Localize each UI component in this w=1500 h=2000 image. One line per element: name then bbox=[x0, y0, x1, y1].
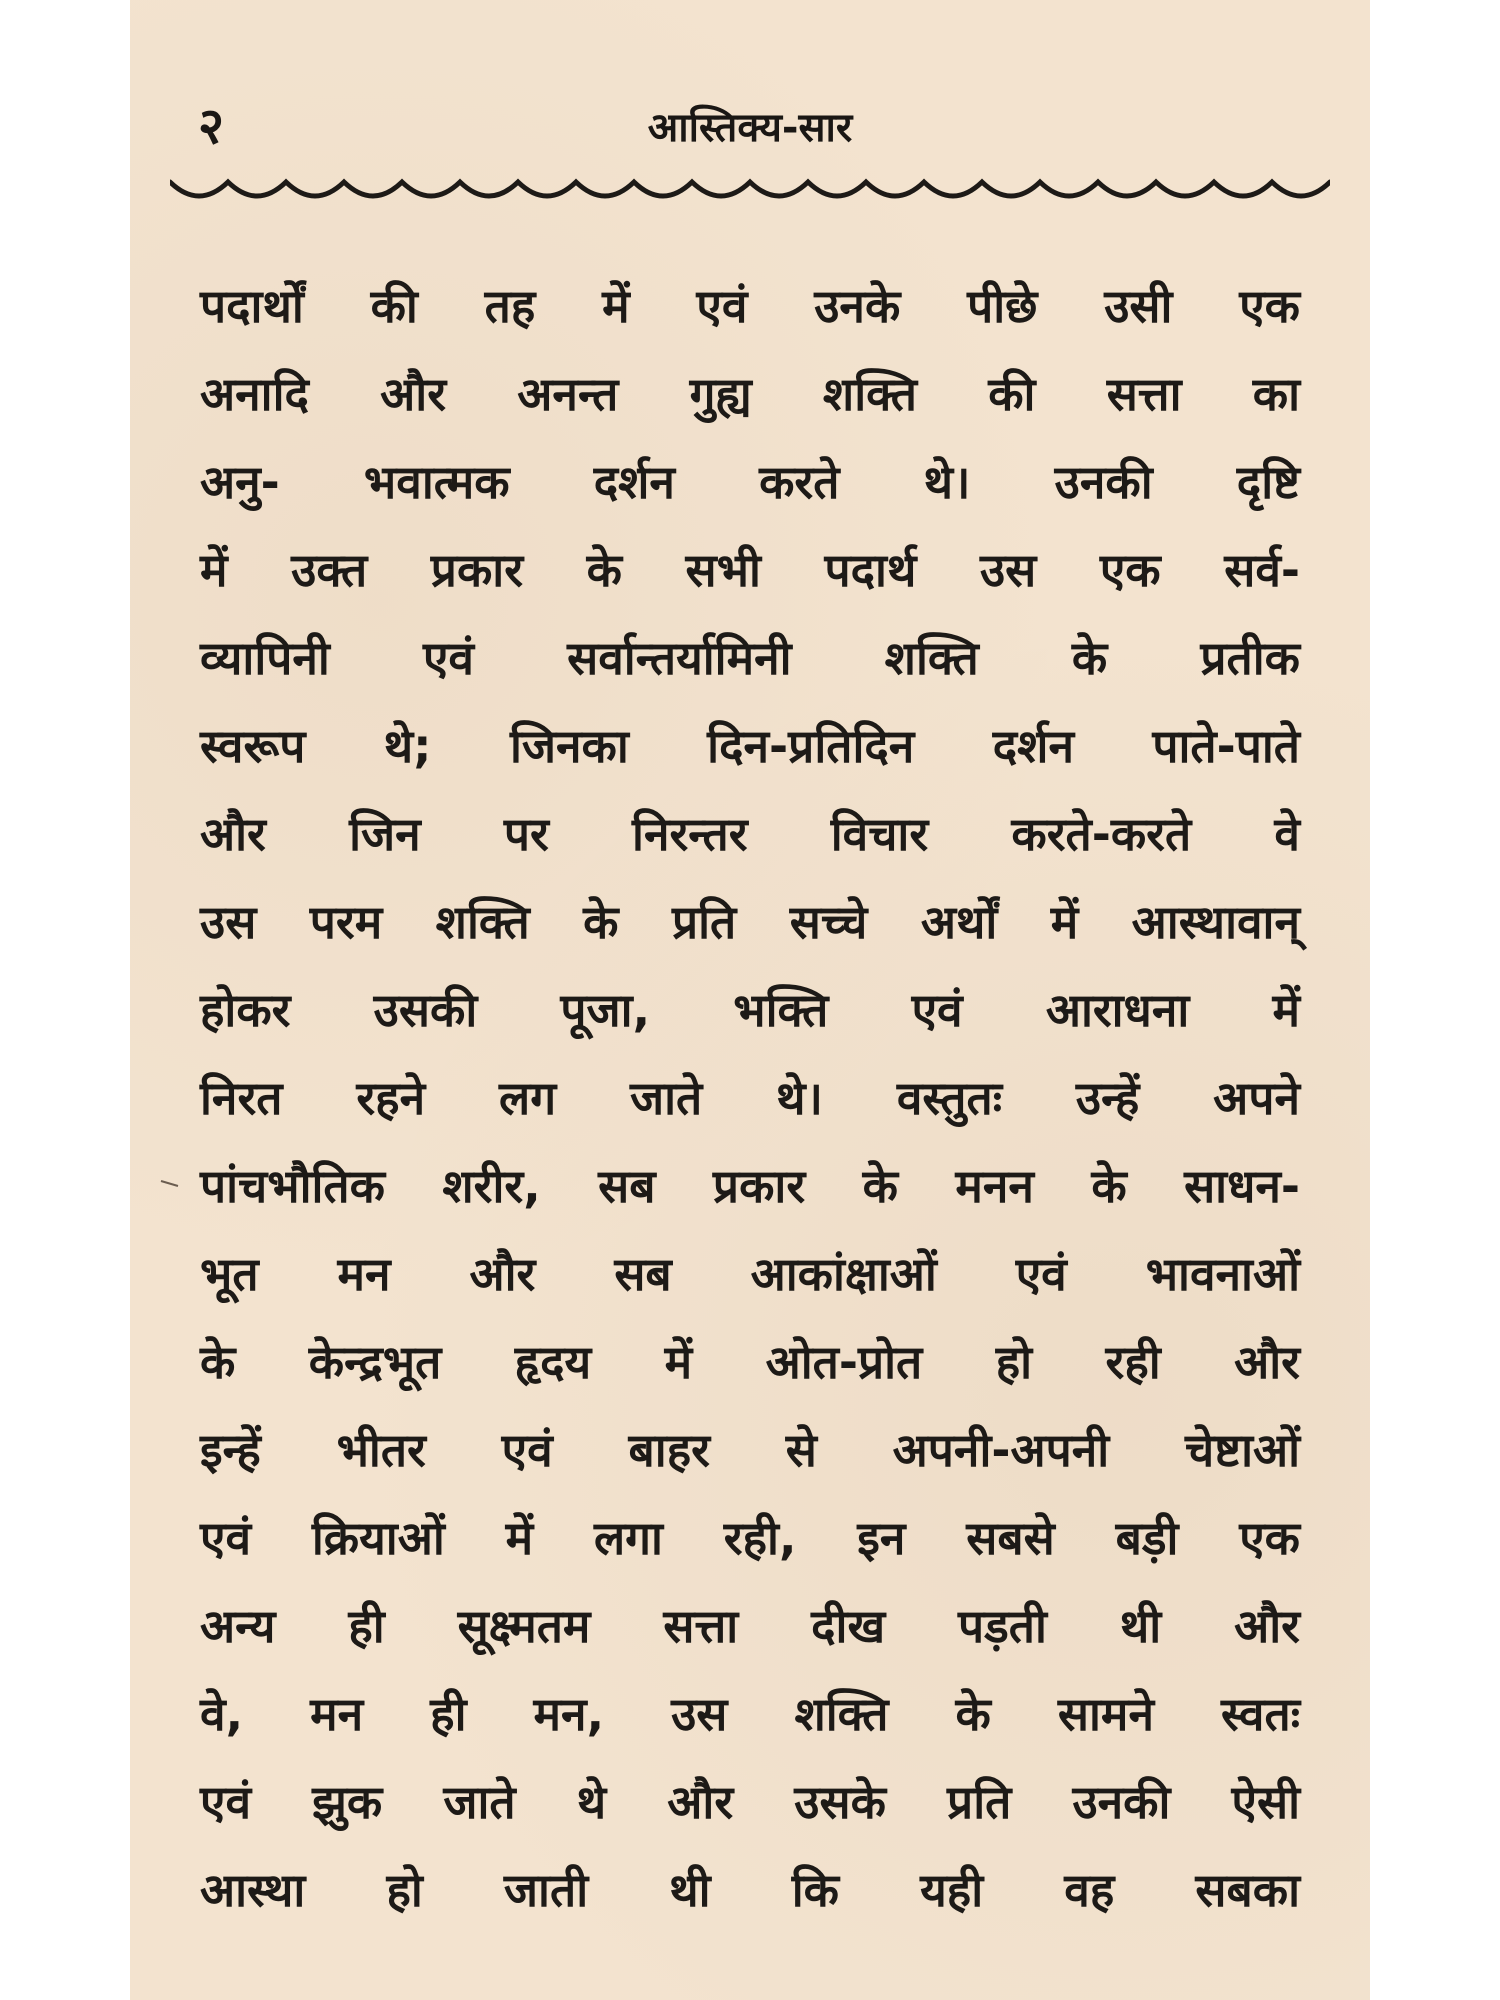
text-line: पांचभौतिक शरीर, सब प्रकार के मनन के साधन- bbox=[200, 1159, 1300, 1213]
text-line: इन्हें भीतर एवं बाहर से अपनी-अपनी चेष्टाओं bbox=[200, 1423, 1300, 1477]
text-line: होकर उसकी पूजा, भक्ति एवं आराधना में bbox=[200, 983, 1300, 1037]
wavy-rule-ornament bbox=[170, 170, 1330, 210]
text-line: अनादि और अनन्त गुह्य शक्ति की सत्ता का bbox=[200, 367, 1300, 421]
text-line: आस्था हो जाती थी कि यही वह सबका bbox=[200, 1863, 1300, 1917]
text-line: के केन्द्रभूत हृदय में ओत-प्रोत हो रही और bbox=[200, 1335, 1300, 1389]
text-line: अन्य ही सूक्ष्मतम सत्ता दीख पड़ती थी और bbox=[200, 1599, 1300, 1653]
page-header bbox=[130, 90, 1370, 180]
page-number: २ bbox=[198, 97, 224, 155]
text-line: स्वरूप थे; जिनका दिन-प्रतिदिन दर्शन पाते-पाते bbox=[200, 719, 1300, 773]
text-line: उस परम शक्ति के प्रति सच्चे अर्थों में आस्थावान् bbox=[200, 895, 1300, 949]
margin-mark bbox=[160, 1175, 180, 1183]
body-text bbox=[200, 262, 1450, 1934]
text-line: एवं झुक जाते थे और उसके प्रति उनकी ऐसी bbox=[200, 1775, 1300, 1829]
text-line: भूत मन और सब आकांक्षाओं एवं भावनाओं bbox=[200, 1247, 1300, 1301]
text-line: पदार्थों की तह में एवं उनके पीछे उसी एक bbox=[200, 279, 1300, 333]
text-line: में उक्त प्रकार के सभी पदार्थ उस एक सर्व- bbox=[200, 543, 1300, 597]
text-line: अनु- भवात्मक दर्शन करते थे। उनकी दृष्टि bbox=[200, 455, 1300, 509]
text-line: और जिन पर निरन्तर विचार करते-करते वे bbox=[200, 807, 1300, 861]
running-title: आस्तिक्य-सार bbox=[647, 105, 853, 151]
text-line: निरत रहने लग जाते थे। वस्तुतः उन्हें अपने bbox=[200, 1071, 1300, 1125]
text-line: एवं क्रियाओं में लगा रही, इन सबसे बड़ी एक bbox=[200, 1511, 1300, 1565]
book-page bbox=[130, 0, 1370, 2000]
text-line: व्यापिनी एवं सर्वान्तर्यामिनी शक्ति के प्रतीक bbox=[200, 631, 1300, 685]
text-line: वे, मन ही मन, उस शक्ति के सामने स्वतः bbox=[200, 1687, 1300, 1741]
